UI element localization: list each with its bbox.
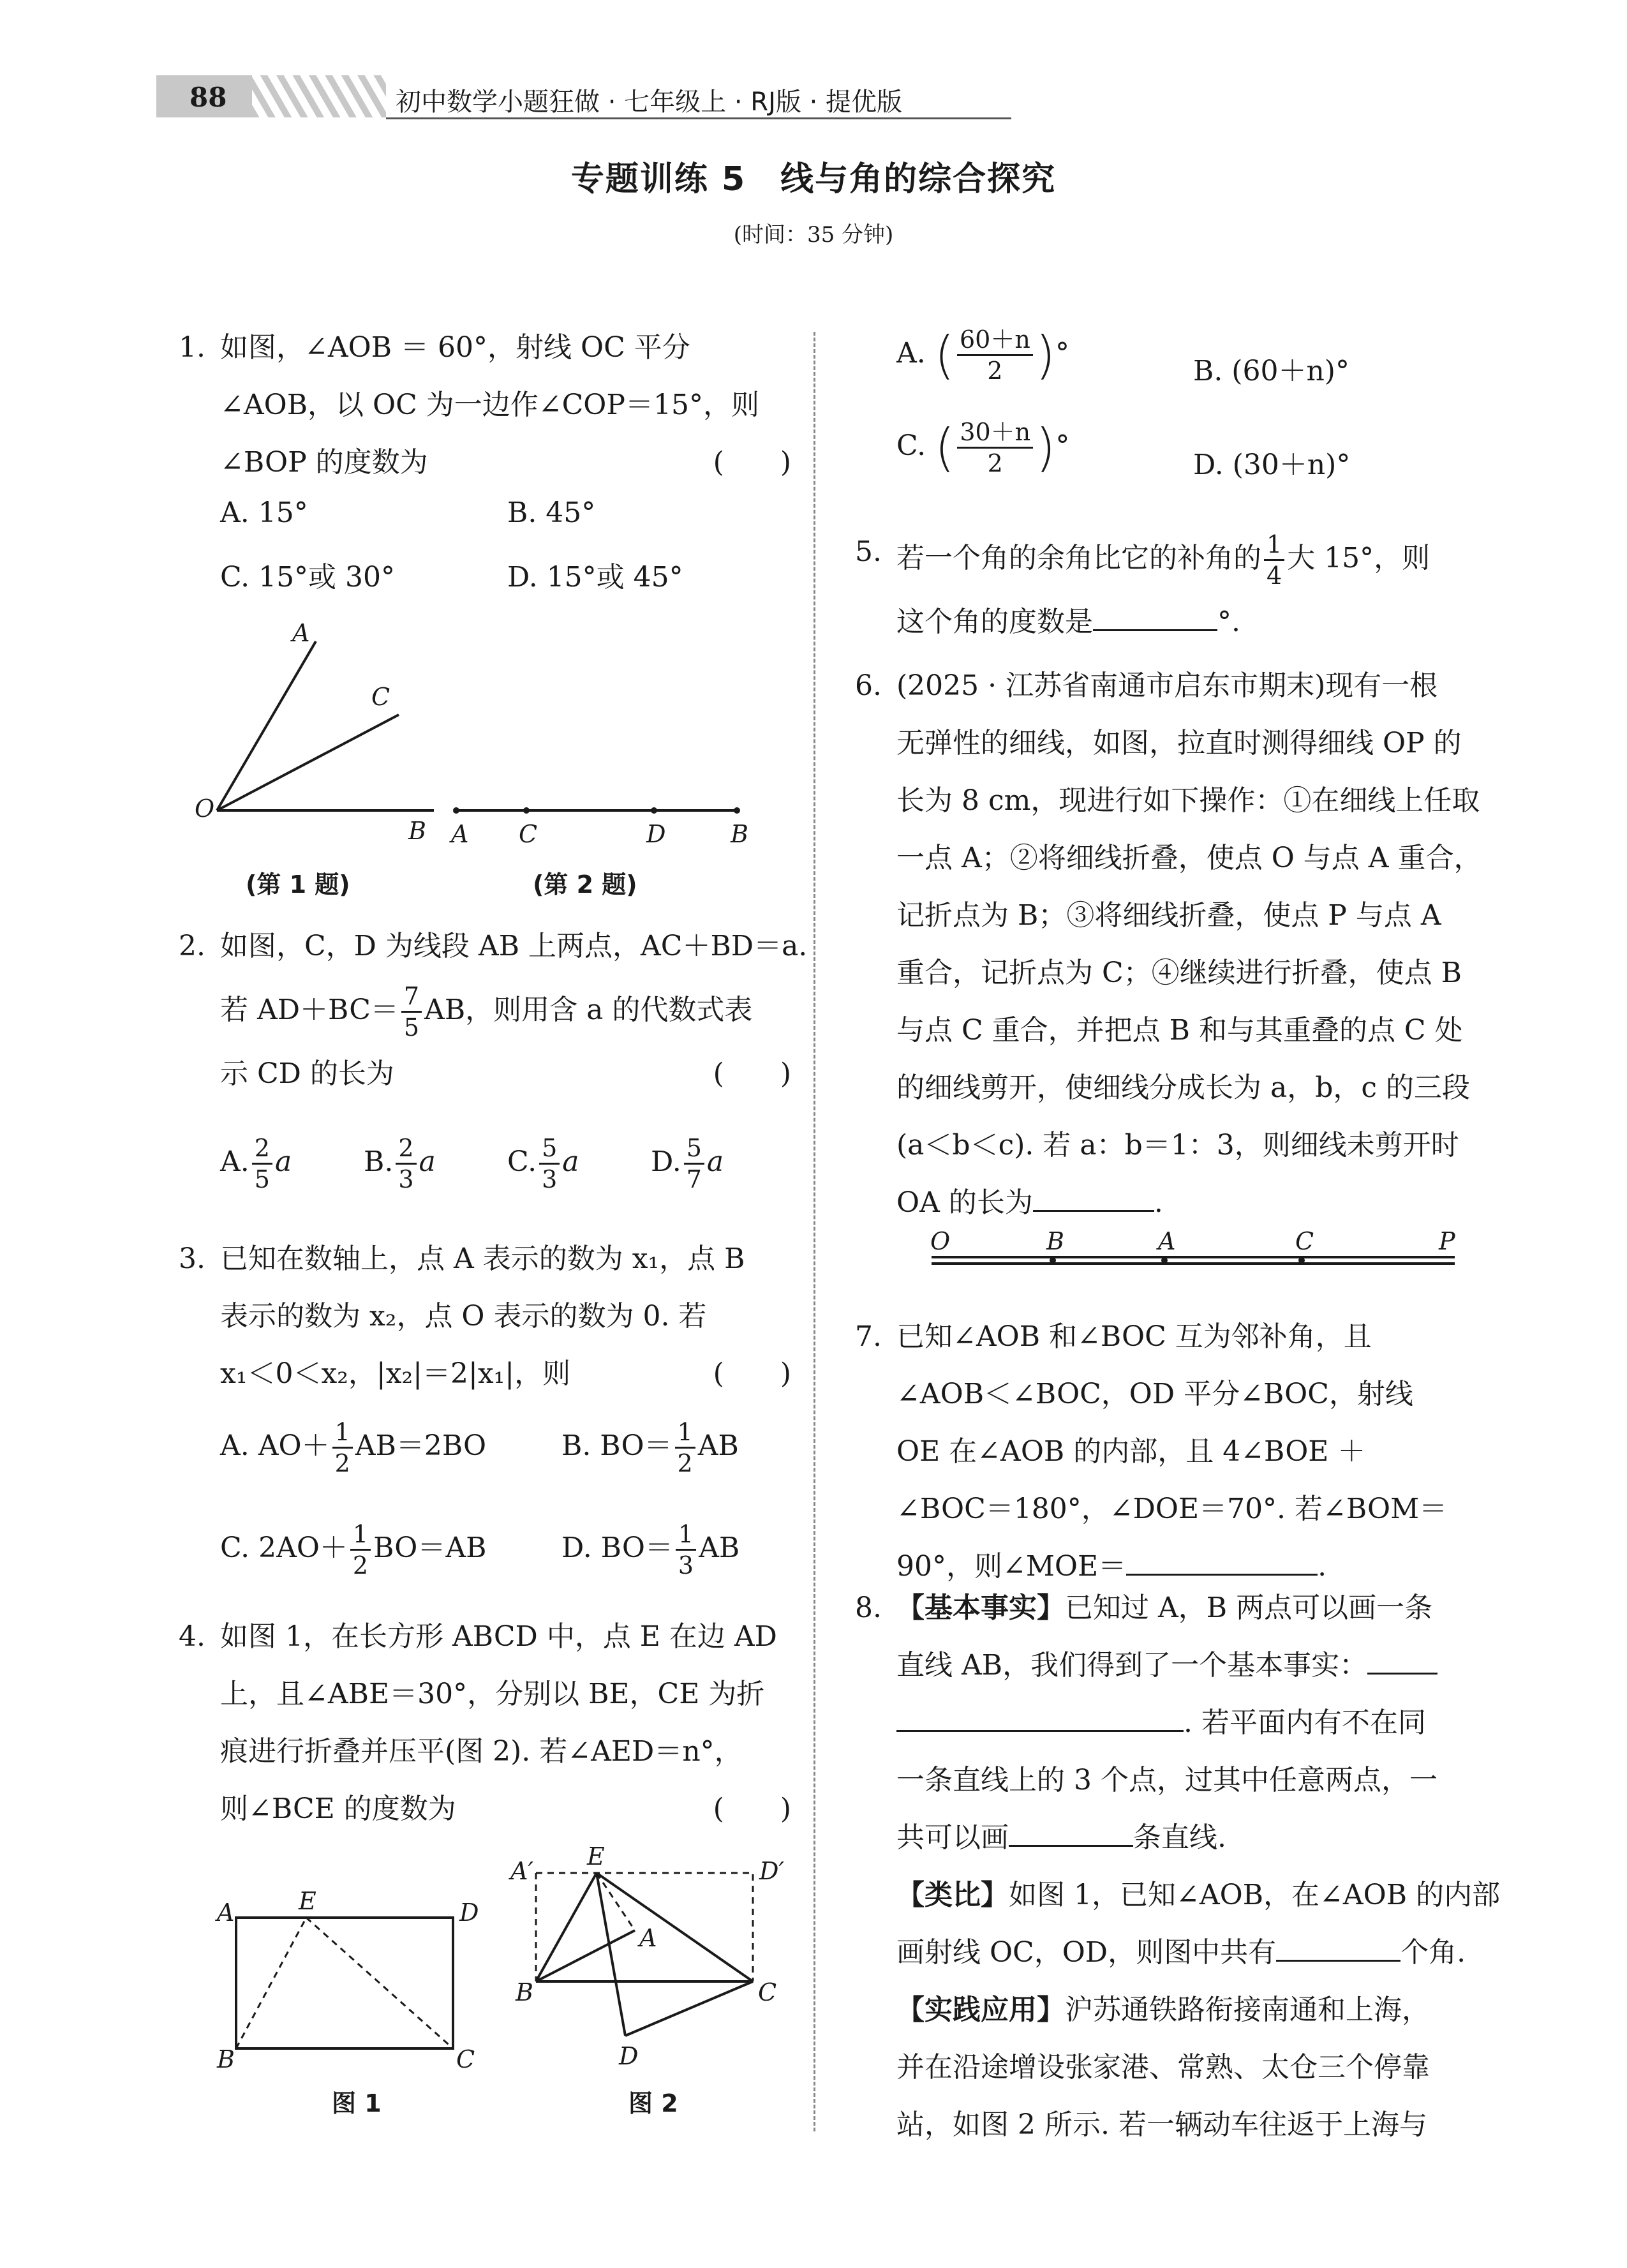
label-d: D — [619, 2042, 639, 2070]
denominator: 5 — [254, 1165, 270, 1193]
q2-figure — [443, 791, 762, 855]
paren-left: ( — [935, 418, 955, 477]
question-number: 1. — [179, 331, 205, 364]
denominator: 2 — [352, 1551, 369, 1579]
question-number: 5. — [855, 535, 882, 568]
fraction — [676, 1522, 696, 1578]
question-text — [896, 1637, 1464, 1694]
option-c — [507, 1136, 579, 1191]
question-number: 8. — [855, 1592, 882, 1624]
option-c — [896, 418, 1069, 477]
page-title: 专题训练 5 线与角的综合探究 — [570, 160, 1057, 198]
question-5 — [855, 523, 1464, 651]
text-part: 90°，则∠MOE＝ — [896, 1550, 1127, 1583]
question-text — [896, 1579, 1464, 1637]
label-a: A — [451, 820, 469, 848]
label-c: C — [371, 683, 390, 711]
section-tag: 【类比】 — [896, 1879, 1009, 1911]
option-b: B. 45° — [507, 496, 596, 529]
label-b: B — [1046, 1227, 1064, 1255]
answer-paren: ( ) — [713, 1357, 791, 1390]
denominator: 3 — [678, 1551, 694, 1579]
text-part: °. — [1217, 606, 1240, 638]
text-part: AB — [697, 1429, 739, 1462]
label-d: D — [459, 1899, 479, 1927]
answer-blank[interactable] — [896, 1700, 1184, 1732]
answer-blank[interactable] — [1009, 1815, 1133, 1847]
question-text — [896, 593, 1464, 651]
question-text: 如图，C，D 为线段 AB 上两点，AC＋BD＝a. — [220, 930, 808, 962]
question-text: 已知∠AOB 和∠BOC 互为邻补角，且 — [896, 1320, 1372, 1353]
numerator: 60＋n — [957, 327, 1033, 356]
text-part: D. BO＝ — [561, 1532, 673, 1564]
answer-blank[interactable] — [1093, 599, 1217, 631]
question-text: 站，如图 2 所示. 若一辆动车往返于上海与 — [896, 2108, 1427, 2141]
question-text: x₁＜0＜x₂，|x₂|＝2|x₁|，则 — [220, 1357, 571, 1390]
point-b — [734, 807, 740, 814]
label-c: C — [456, 2045, 475, 2073]
question-text: 并在沿途增设张家港、常熟、太仓三个停靠 — [896, 2051, 1430, 2084]
question-text — [220, 975, 791, 1045]
numerator: 5 — [684, 1136, 704, 1165]
q4-figure-2 — [498, 1838, 798, 2080]
question-text: 一点 A；②将细线折叠，使点 O 与点 A 重合， — [896, 842, 1482, 874]
fraction — [350, 1522, 371, 1578]
text-part: 共可以画 — [896, 1821, 1009, 1854]
text-part: 已知过 A，B 两点可以画一条 — [1065, 1592, 1433, 1624]
question-text — [896, 1981, 1464, 2039]
question-number: 4. — [179, 1620, 205, 1653]
question-text: ∠BOC＝180°，∠DOE＝70°. 若∠BOM＝ — [896, 1493, 1448, 1525]
fraction — [675, 1420, 695, 1475]
numerator: 2 — [252, 1136, 272, 1165]
crease-ce — [306, 1918, 453, 2048]
question-text: OE 在∠AOB 的内部，且 4∠BOE ＋ — [896, 1435, 1366, 1468]
question-number: 6. — [855, 669, 882, 702]
answer-blank[interactable] — [1367, 1643, 1438, 1675]
text-part: OA 的长为 — [896, 1186, 1033, 1219]
option-label: A. — [220, 1145, 249, 1178]
label-c: C — [519, 820, 538, 848]
crease-be — [236, 1918, 306, 2048]
paren-right: ) — [1036, 418, 1056, 477]
answer-paren: ( ) — [713, 1057, 791, 1090]
section-tag: 【基本事实】 — [896, 1592, 1065, 1624]
option-label: B. — [364, 1145, 394, 1178]
question-text: 记折点为 B；③将细线折叠，使点 P 与点 A — [896, 899, 1441, 932]
text-part: BO＝AB — [373, 1532, 487, 1564]
question-8 — [855, 1579, 1501, 2154]
numerator: 1 — [675, 1420, 695, 1449]
label-o: O — [930, 1227, 951, 1255]
page-number: 88 — [189, 82, 227, 113]
variable: a — [419, 1145, 436, 1178]
denominator: 2 — [987, 357, 1003, 385]
question-4 — [179, 1608, 791, 1838]
denominator: 3 — [542, 1165, 558, 1193]
option-d: D. 15°或 45° — [507, 561, 683, 593]
label-b: B — [731, 820, 748, 848]
text-part: 条直线. — [1133, 1821, 1226, 1854]
point-b — [1050, 1257, 1056, 1264]
question-text: ∠AOB＜∠BOC，OD 平分∠BOC，射线 — [896, 1378, 1413, 1410]
q1-figure — [185, 613, 453, 849]
label-c: C — [1295, 1227, 1314, 1255]
option-c: C. 15°或 30° — [220, 561, 396, 593]
paren-left: ( — [934, 325, 955, 385]
question-text: 表示的数为 x₂，点 O 表示的数为 0. 若 — [220, 1300, 707, 1332]
question-text: 与点 C 重合，并把点 B 和与其重叠的点 C 处 — [896, 1014, 1463, 1047]
option-c — [220, 1522, 486, 1578]
option-label: D. — [651, 1145, 681, 1178]
question-text: (a＜b＜c). 若 a：b＝1：3，则细线未剪开时 — [896, 1129, 1459, 1161]
question-text: ∠AOB，以 OC 为一边作∠COP＝15°，则 — [220, 389, 759, 421]
label-p: P — [1439, 1227, 1455, 1255]
text-part: 这个角的度数是 — [896, 606, 1093, 638]
text-part: AB，则用含 a 的代数式表 — [424, 994, 753, 1026]
question-text: 重合，记折点为 C；④继续进行折叠，使点 B — [896, 957, 1462, 989]
label-d-prime: D′ — [759, 1857, 785, 1885]
question-1 — [179, 319, 791, 491]
option-b — [364, 1136, 436, 1191]
time-limit: (时间：35 分钟) — [733, 222, 894, 248]
option-label: C. — [896, 429, 926, 462]
denominator: 2 — [677, 1449, 693, 1477]
question-text: 的细线剪开，使细线分成长为 a，b，c 的三段 — [896, 1071, 1471, 1104]
q4-figure-1 — [204, 1870, 498, 2080]
fraction — [957, 420, 1033, 475]
numerator: 1 — [1264, 532, 1284, 561]
denominator: 3 — [398, 1165, 414, 1193]
label-b: B — [408, 817, 426, 845]
denominator: 5 — [403, 1013, 420, 1041]
fraction — [957, 327, 1033, 383]
segment-ec — [597, 1873, 753, 1981]
denominator: 2 — [334, 1449, 350, 1477]
fraction — [252, 1136, 272, 1191]
variable: a — [562, 1145, 579, 1178]
denominator: 7 — [686, 1165, 702, 1193]
point-d — [651, 807, 657, 814]
option-d: D. (30＋n)° — [1193, 449, 1351, 481]
point-a — [453, 807, 459, 814]
question-3 — [179, 1230, 791, 1403]
text-part: 如图 1，已知∠AOB，在∠AOB 的内部 — [1009, 1879, 1501, 1911]
option-a: A. 15° — [220, 496, 308, 529]
question-text: 上，且∠ABE＝30°，分别以 BE，CE 为折 — [220, 1678, 765, 1710]
question-text: 如图 1，在长方形 ABCD 中，点 E 在边 AD — [220, 1620, 777, 1653]
text-part: AB — [699, 1532, 740, 1564]
option-a — [220, 1420, 486, 1475]
answer-paren: ( ) — [713, 446, 791, 479]
fraction — [1264, 532, 1284, 588]
variable: a — [706, 1145, 724, 1178]
text-part: A. AO＋ — [220, 1429, 330, 1462]
segment-dc — [625, 1981, 753, 2036]
fraction — [401, 984, 422, 1040]
question-text — [896, 1694, 1464, 1752]
question-number: 3. — [179, 1242, 205, 1275]
fraction — [684, 1136, 704, 1191]
page-header — [156, 70, 903, 121]
numerator: 5 — [539, 1136, 560, 1165]
answer-blank[interactable] — [1276, 1930, 1400, 1962]
numerator: 1 — [676, 1522, 696, 1551]
option-label: C. — [507, 1145, 537, 1178]
fraction — [539, 1136, 560, 1191]
label-e: E — [299, 1887, 316, 1915]
fig2-caption: 图 2 — [628, 2089, 678, 2117]
numerator: 1 — [332, 1420, 353, 1449]
question-text: ∠BOP 的度数为 — [220, 446, 428, 479]
question-text: 则∠BCE 的度数为 — [220, 1793, 456, 1825]
question-text: 如图，∠AOB ＝ 60°，射线 OC 平分 — [220, 331, 690, 364]
text-part: . — [1318, 1550, 1327, 1583]
question-text — [896, 1809, 1464, 1867]
text-part: AB＝2BO — [355, 1429, 487, 1462]
point-c — [1298, 1257, 1305, 1264]
text-part: . — [1154, 1186, 1163, 1219]
label-c: C — [758, 1978, 777, 2006]
numerator: 30＋n — [957, 420, 1033, 449]
denominator: 2 — [987, 449, 1003, 477]
denominator: 4 — [1267, 562, 1282, 590]
question-text — [896, 1174, 1464, 1232]
label-a: A — [639, 1924, 657, 1952]
section-tag: 【实践应用】 — [896, 1994, 1065, 2026]
fig1-caption: 图 1 — [332, 2089, 382, 2117]
degree: ° — [1055, 429, 1070, 462]
option-d — [561, 1522, 739, 1578]
label-d: D — [646, 820, 666, 848]
label-b: B — [217, 2045, 235, 2073]
text-part: 若 AD＋BC＝ — [220, 994, 399, 1026]
point-c — [523, 807, 530, 814]
option-a — [220, 1136, 292, 1191]
column-divider — [814, 332, 815, 2131]
text-part: C. 2AO＋ — [220, 1532, 348, 1564]
text-part: 沪苏通铁路衔接南通和上海， — [1065, 1994, 1430, 2026]
paren-right: ) — [1035, 325, 1056, 385]
text-part: 画射线 OC，OD，则图中共有 — [896, 1936, 1277, 1969]
fraction — [396, 1136, 416, 1191]
header-rule — [386, 117, 1011, 119]
question-number: 7. — [855, 1320, 882, 1353]
label-a: A — [217, 1899, 235, 1927]
text-part: . 若平面内有不在同 — [1184, 1706, 1426, 1739]
question-text: (2025 · 江苏省南通市启东市期末)现有一根 — [896, 669, 1438, 702]
question-text: 长为 8 cm，现进行如下操作：①在细线上任取 — [896, 784, 1480, 817]
question-text: 已知在数轴上，点 A 表示的数为 x₁，点 B — [220, 1242, 745, 1275]
question-text — [896, 523, 1464, 593]
option-label: A. — [896, 337, 926, 369]
question-2 — [179, 918, 808, 1103]
label-a: A — [1158, 1227, 1176, 1255]
q6-figure — [919, 1225, 1467, 1283]
question-text: 示 CD 的长为 — [220, 1057, 394, 1090]
text-part: 大 15°，则 — [1287, 542, 1430, 574]
rectangle-abcd — [236, 1918, 453, 2048]
label-e: E — [587, 1842, 605, 1870]
option-a — [896, 325, 1069, 385]
question-text — [896, 1867, 1501, 1924]
text-part: 直线 AB，我们得到了一个基本事实： — [896, 1649, 1368, 1682]
option-b: B. (60＋n)° — [1193, 355, 1349, 387]
text-part: 个角. — [1400, 1936, 1466, 1969]
header-stripes — [252, 75, 386, 117]
option-d — [651, 1136, 724, 1191]
q1-figure-caption: (第 1 题) — [246, 870, 350, 899]
option-b — [561, 1420, 739, 1475]
numerator: 1 — [350, 1522, 371, 1551]
question-7 — [855, 1308, 1464, 1595]
label-a: A — [292, 619, 310, 647]
answer-paren: ( ) — [713, 1793, 791, 1825]
fraction — [332, 1420, 353, 1475]
page-number-tab — [156, 75, 252, 117]
numerator: 7 — [401, 984, 422, 1013]
label-a-prime: A′ — [510, 1857, 534, 1885]
label-b: B — [516, 1978, 533, 2006]
book-title: 初中数学小题狂做 · 七年级上 · RJ版 · 提优版 — [396, 87, 903, 117]
question-6 — [855, 657, 1482, 1232]
answer-blank[interactable] — [1126, 1544, 1318, 1576]
segment-ed — [597, 1873, 625, 2036]
degree: ° — [1055, 337, 1070, 369]
variable: a — [274, 1145, 292, 1178]
question-number: 2. — [179, 930, 205, 962]
numerator: 2 — [396, 1136, 416, 1165]
q2-figure-caption: (第 2 题) — [533, 870, 637, 899]
question-text: 一条直线上的 3 个点，过其中任意两点，一 — [896, 1764, 1438, 1796]
text-part: 若一个角的余角比它的补角的 — [896, 542, 1261, 574]
question-text: 无弹性的细线，如图，拉直时测得细线 OP 的 — [896, 727, 1462, 759]
question-text — [896, 1924, 1464, 1981]
question-text: 痕进行折叠并压平(图 2). 若∠AED＝n°， — [220, 1735, 743, 1768]
point-a — [1161, 1257, 1168, 1264]
label-o: O — [195, 795, 215, 823]
answer-blank[interactable] — [1033, 1180, 1154, 1212]
text-part: B. BO＝ — [561, 1429, 672, 1462]
